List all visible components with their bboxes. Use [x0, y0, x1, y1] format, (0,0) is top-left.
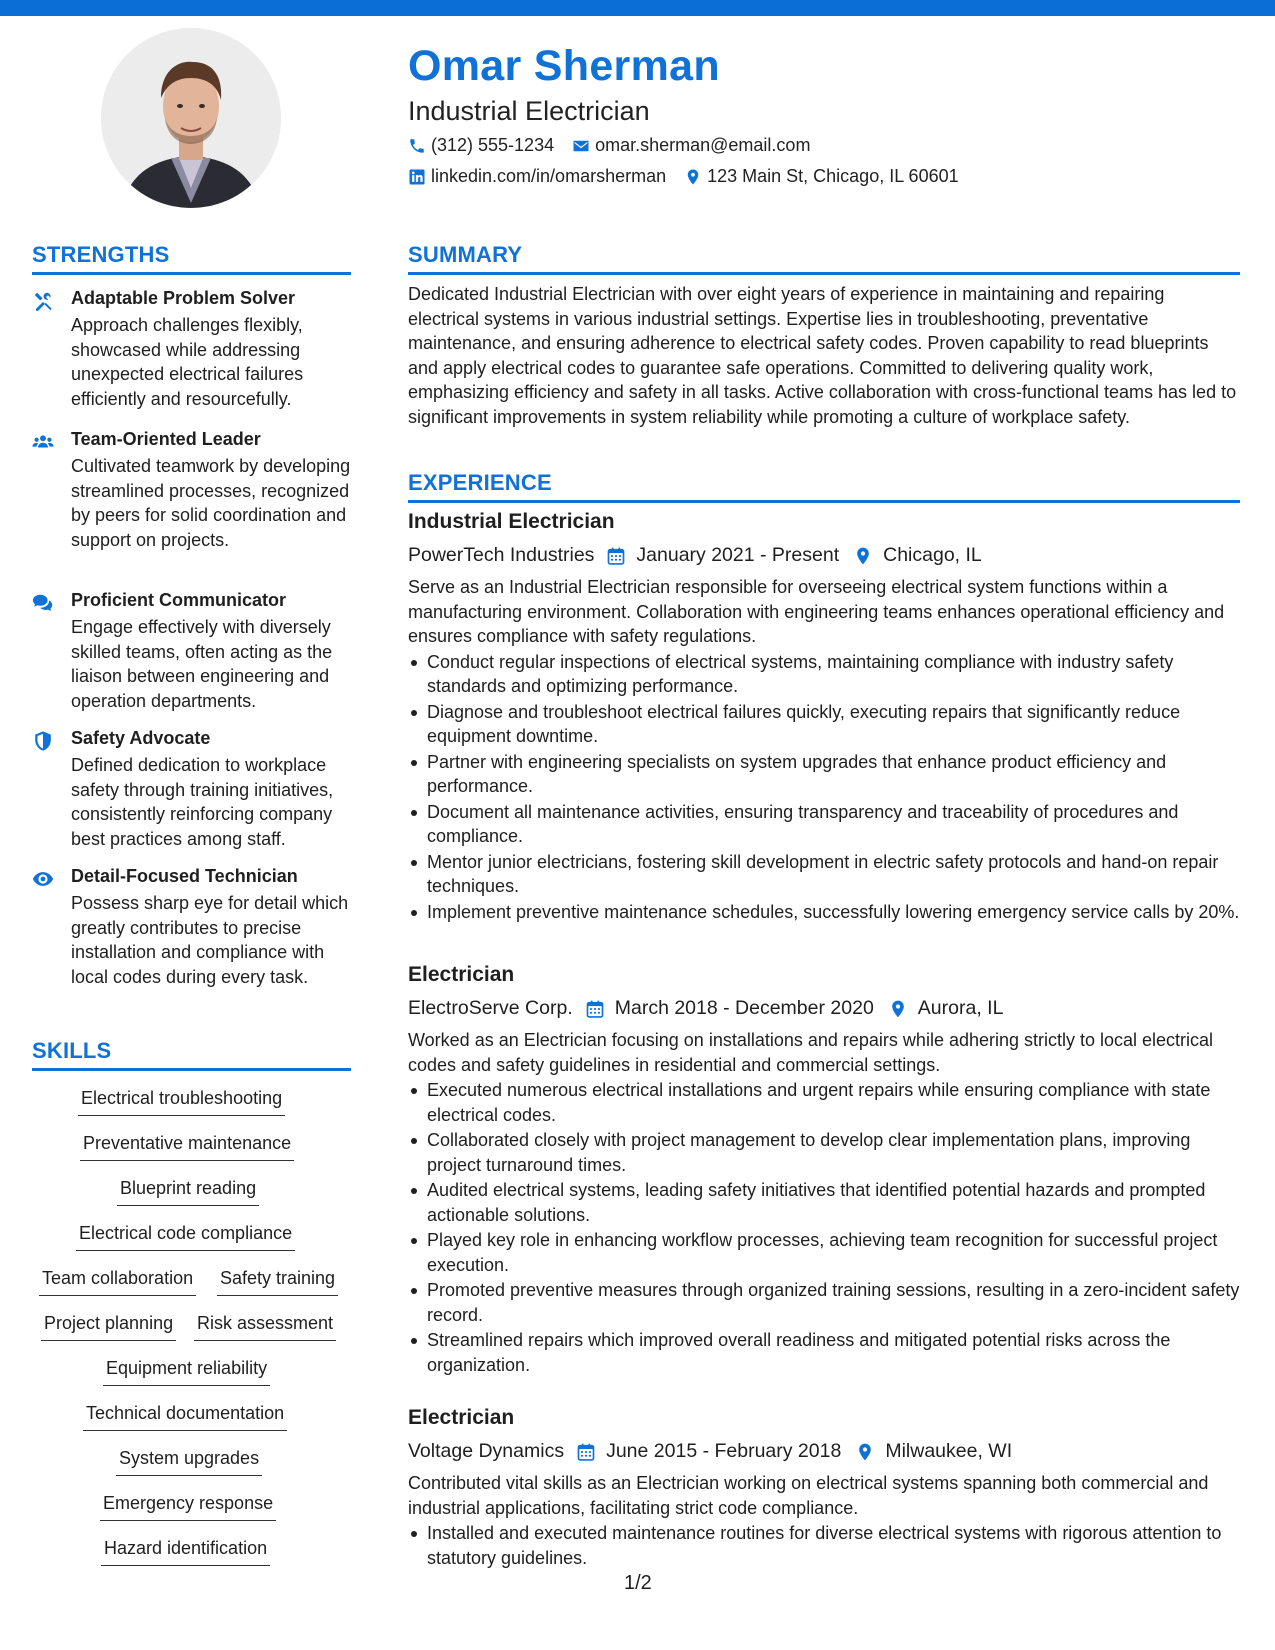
skill-tag: Equipment reliability: [103, 1358, 270, 1386]
strength-title: Team-Oriented Leader: [71, 429, 261, 449]
skill-tag: Technical documentation: [83, 1403, 287, 1431]
experience-heading: EXPERIENCE: [408, 470, 1240, 503]
skill-tag: System upgrades: [116, 1448, 262, 1476]
job-description: Worked as an Electrician focusing on installations and repairs while adhering strictly to local electrical codes and safety guidelines in residential and commercial settings.: [408, 1030, 1214, 1075]
page-number: 1/2: [624, 1572, 652, 1594]
strength-desc: Engage effectively with diversely skilled teams, often acting as the liaison between engineering and operation departments.: [71, 617, 333, 711]
contact-row-1: [408, 135, 828, 156]
skill-tag: Blueprint reading: [117, 1178, 259, 1206]
email-icon: [572, 137, 590, 155]
users-icon: [32, 431, 54, 453]
contact-row-2: [408, 166, 977, 187]
job-meta: [408, 993, 1240, 1024]
strength-item: [32, 590, 362, 710]
linkedin-text: linkedin.com/in/omarsherman: [431, 166, 667, 186]
job-bullets: [408, 1078, 1240, 1377]
location-pin-icon: [855, 1442, 875, 1462]
summary-heading: SUMMARY: [408, 242, 1240, 275]
job-title: Industrial Electrician: [408, 510, 615, 533]
job-bullet: Installed and executed maintenance routines for diverse electrical systems with rigorous attention to statutory guidelines.: [427, 1521, 1240, 1570]
top-accent-bar: [0, 0, 1275, 16]
email-text: omar.sherman@email.com: [595, 135, 811, 155]
job-bullet: Collaborated closely with project management to develop clear implementation plans, improving project turnaround times.: [427, 1128, 1240, 1177]
skill-tag: Preventative maintenance: [80, 1133, 294, 1161]
job-meta: [408, 540, 1240, 571]
strength-item: [32, 728, 362, 848]
job-entry: [408, 1406, 1240, 1571]
job-title: Electrician: [408, 1406, 515, 1429]
strength-title: Detail-Focused Technician: [71, 866, 298, 886]
summary-text: Dedicated Industrial Electrician with over eight years of experience in maintaining and repairing electrical systems in various industrial settings. Expertise lies in troubleshooting, preventative maintenance, and ensuring adherence to electrical safety codes. Proven capability to read blueprints and apply electrical codes to guarantee safe operations. Committed to delivering quality work, emphasizing efficiency and safety in all tasks. Active collaboration with cross-functional teams has led to significant improvements in system reliability while promoting a culture of workplace safety.: [408, 284, 1237, 427]
skill-tag: Team collaboration: [39, 1268, 196, 1296]
job-bullet: Streamlined repairs which improved overall readiness and mitigated potential risks across the organization.: [427, 1328, 1240, 1377]
job-dates: March 2018 - December 2020: [614, 997, 874, 1019]
job-bullet: Conduct regular inspections of electrical systems, maintaining compliance with industry safety standards and optimizing performance.: [427, 650, 1240, 699]
job-description: Serve as an Industrial Electrician responsible for overseeing electrical system functions within a manufacturing environment. Collaboration with engineering teams enhances operational efficiency and ensures compliance with safety regulations.: [408, 577, 1225, 646]
job-bullet: Audited electrical systems, leading safety initiatives that identified potential hazards and prompted actionable solutions.: [427, 1178, 1240, 1227]
summary-section: [408, 282, 1240, 429]
strength-desc: Possess sharp eye for detail which greatly contributes to precise installation and compliance with local codes during every task.: [71, 893, 349, 987]
profile-photo: [101, 28, 281, 208]
skill-tag: Electrical code compliance: [76, 1223, 295, 1251]
location-pin-icon: [853, 546, 873, 566]
job-bullet: Diagnose and troubleshoot electrical failures quickly, executing repairs that significantly reduce equipment downtime.: [427, 700, 1240, 749]
job-dates: January 2021 - Present: [636, 544, 840, 566]
strength-item: [32, 429, 362, 549]
skills-heading: SKILLS: [32, 1038, 351, 1071]
calendar-icon: [576, 1442, 596, 1462]
strength-title: Proficient Communicator: [71, 590, 287, 610]
job-company: Voltage Dynamics: [408, 1440, 565, 1462]
job-bullets: [408, 1521, 1240, 1570]
strength-desc: Approach challenges flexibly, showcased while addressing unexpected electrical failures efficiently and resourcefully.: [71, 315, 304, 409]
job-company: PowerTech Industries: [408, 544, 595, 566]
address-text: 123 Main St, Chicago, IL 60601: [707, 166, 959, 186]
strength-desc: Cultivated teamwork by developing streamlined processes, recognized by peers for solid coordination and support on projects.: [71, 456, 351, 550]
candidate-title: Industrial Electrician: [408, 96, 650, 126]
strength-title: Safety Advocate: [71, 728, 211, 748]
job-title: Electrician: [408, 963, 515, 986]
location-pin-icon: [684, 168, 702, 186]
phone-item[interactable]: [408, 135, 554, 156]
job-bullet: Partner with engineering specialists on system upgrades that enhance product efficiency and performance.: [427, 750, 1240, 799]
job-bullet: Promoted preventive measures through organized training sessions, resulting in a zero-incident safety record.: [427, 1278, 1240, 1327]
job-bullets: [408, 650, 1240, 925]
skill-tag: Safety training: [217, 1268, 338, 1296]
strength-item: [32, 866, 362, 1006]
job-location: Aurora, IL: [917, 997, 1004, 1019]
phone-icon: [408, 137, 426, 155]
eye-icon: [32, 868, 54, 890]
shield-icon: [32, 730, 54, 752]
job-location: Chicago, IL: [883, 544, 982, 566]
job-bullet: Played key role in enhancing workflow processes, achieving team recognition for successful project execution.: [427, 1228, 1240, 1277]
strength-title: Adaptable Problem Solver: [71, 288, 296, 308]
skill-tag: Emergency response: [100, 1493, 276, 1521]
candidate-name: Omar Sherman: [408, 42, 720, 90]
phone-text: (312) 555-1234: [431, 135, 555, 155]
skill-tag: Risk assessment: [194, 1313, 336, 1341]
skill-tag: Hazard identification: [101, 1538, 270, 1566]
skill-tag: Electrical troubleshooting: [78, 1088, 285, 1116]
job-meta: [408, 1436, 1240, 1467]
comments-icon: [32, 592, 54, 614]
location-pin-icon: [888, 999, 908, 1019]
job-entry: [408, 510, 1240, 925]
job-description: Contributed vital skills as an Electrician working on electrical systems spanning both commercial and industrial applications, facilitating strict code compliance.: [408, 1473, 1209, 1518]
job-bullet: Implement preventive maintenance schedules, successfully lowering emergency service calls by 20%.: [427, 900, 1240, 925]
job-location: Milwaukee, WI: [885, 1440, 1013, 1462]
strength-item: [32, 288, 362, 408]
job-bullet: Mentor junior electricians, fostering skill development in electric safety protocols and hand-on repair techniques.: [427, 850, 1240, 899]
tools-icon: [32, 290, 54, 312]
job-dates: June 2015 - February 2018: [606, 1440, 842, 1462]
calendar-icon: [606, 546, 626, 566]
address-item: [684, 166, 959, 187]
job-bullet: Document all maintenance activities, ensuring transparency and traceability of procedures and compliance.: [427, 800, 1240, 849]
linkedin-item[interactable]: [408, 166, 666, 187]
calendar-icon: [585, 999, 605, 1019]
linkedin-icon: [408, 168, 426, 186]
skill-tag: Project planning: [41, 1313, 176, 1341]
job-entry: [408, 963, 1240, 1378]
job-company: ElectroServe Corp.: [408, 997, 573, 1019]
job-bullet: Executed numerous electrical installations and urgent repairs while ensuring compliance with state electrical codes.: [427, 1078, 1240, 1127]
strength-desc: Defined dedication to workplace safety through training initiatives, consistently reinforcing company best practices among staff.: [71, 755, 334, 849]
email-item[interactable]: [572, 135, 810, 156]
strengths-heading: STRENGTHS: [32, 242, 351, 275]
